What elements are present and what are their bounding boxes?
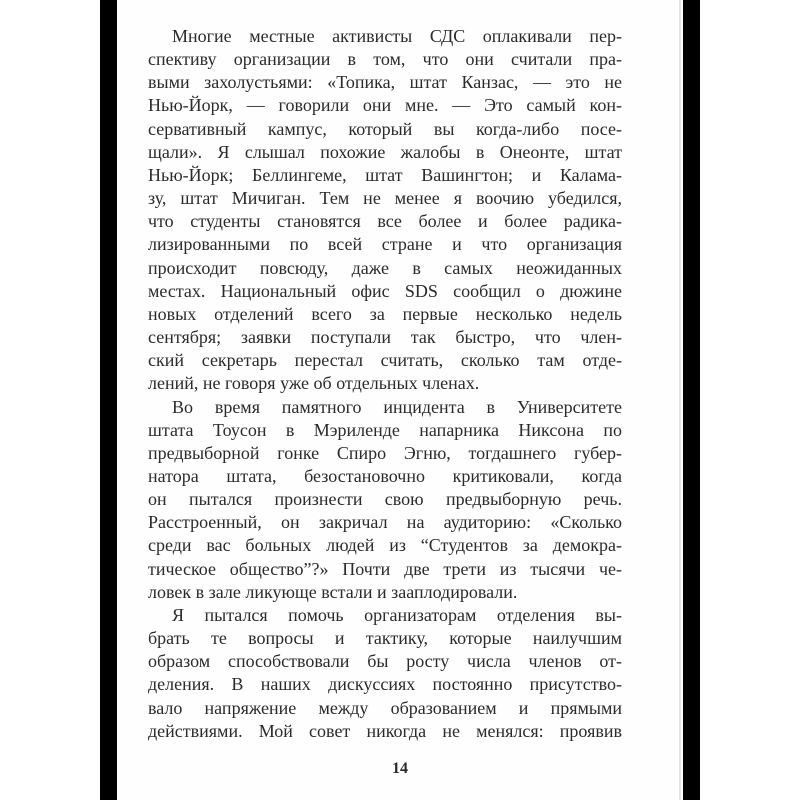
paragraph <box>148 604 622 743</box>
text-line: действиями. Мой совет никогда не менялся: проявив <box>148 720 622 741</box>
text-line: Нью-Йорк, — говорили они мне. — Это самый кон- <box>148 95 622 116</box>
text-line: предвыборной гонке Спиро Эгню, тогдашнего губер- <box>148 442 622 463</box>
text-line: ский секретарь перестал считать, сколько там отде- <box>148 350 622 371</box>
text-line: тическое общество”?» Почти две трети из тысячи че- <box>148 558 622 579</box>
text-line: Нью-Йорк; Беллингеме, штат Вашингтон; и Калама- <box>148 164 622 185</box>
text-line: зу, штат Мичиган. Тем не менее я воочию убедился, <box>148 188 622 209</box>
text-line: Многие местные активисты СДС оплакивали пер- <box>172 26 622 46</box>
text-line: натора штата, безостановочно критиковали, когда <box>148 465 622 486</box>
page-edge-shadow <box>679 0 681 800</box>
text-line: Расстроенный, он закричал на аудиторию: «Сколько <box>148 512 622 533</box>
text-line: вало напряжение между образованием и прямыми <box>148 697 622 718</box>
text-line: образом способствовали бы росту числа членов от- <box>148 651 622 672</box>
text-line: ловек в зале ликующе встали и зааплодировали. <box>148 581 518 602</box>
text-line: он пытался произнести свою предвыборную речь. <box>148 489 622 510</box>
text-line: штата Тоусон в Мэриленде напарника Никсона по <box>148 419 622 440</box>
text-line: деления. В наших дискуссиях постоянно присутство- <box>148 674 622 695</box>
text-line: лизированными по всей стране и что организация <box>148 234 622 255</box>
text-line: среди вас больных людей из “Студентов за демокра- <box>148 535 622 556</box>
paragraph <box>148 25 622 396</box>
text-line: сервативный кампус, который вы когда-либо посе- <box>148 118 622 139</box>
text-line: Я пытался помочь организаторам отделения вы- <box>172 604 622 625</box>
text-line: что студенты становятся все более и более радика- <box>148 211 622 232</box>
text-line: новых отделений всего за первые несколько недель <box>148 303 622 324</box>
text-line: лений, не говоря уже об отдельных членах. <box>148 373 480 394</box>
text-line: щали». Я слышал похожие жалобы в Онеонте, штат <box>148 141 622 162</box>
text-line: местах. Национальный офис SDS сообщил о дюжине <box>148 280 622 301</box>
text-line: Во время памятного инцидента в Университете <box>172 396 622 417</box>
page-number: 14 <box>392 760 408 777</box>
paragraph <box>148 396 622 604</box>
text-line: происходит повсюду, даже в самых неожиданных <box>148 257 622 278</box>
scan-border-left <box>100 0 117 800</box>
text-line: сентября; заявки поступали так быстро, что член- <box>148 327 622 348</box>
body-text <box>148 25 622 743</box>
text-line: выми захолустьями: «Топика, штат Канзас, — это не <box>148 72 622 93</box>
text-line: брать те вопросы и тактику, которые наилучшим <box>148 628 622 649</box>
text-line: спективу организации в том, что они считали пра- <box>148 49 622 70</box>
scan-border-right <box>683 0 700 800</box>
